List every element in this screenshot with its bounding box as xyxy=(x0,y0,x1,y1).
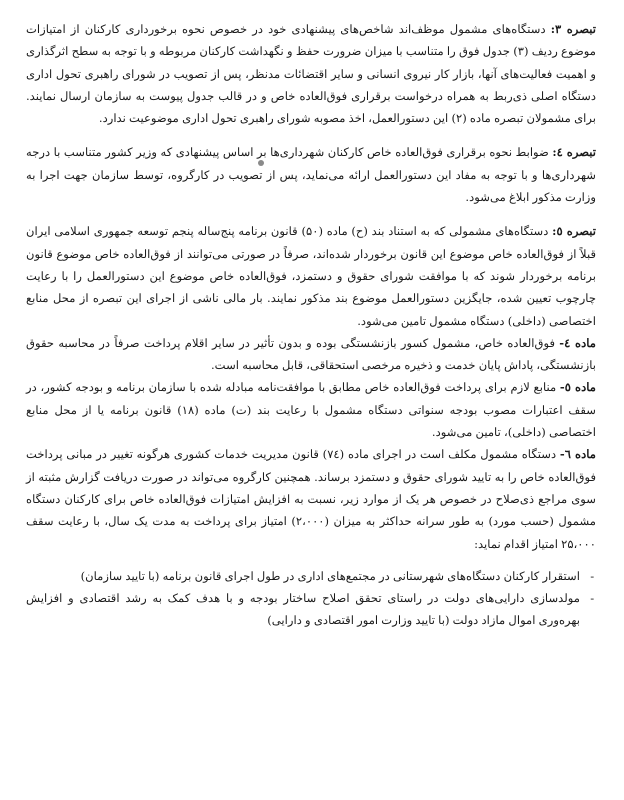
article-5-label: ماده ٥- xyxy=(559,380,596,395)
paragraph-gap xyxy=(26,208,596,220)
note-3-text: دستگاه‌های مشمول موظف‌اند شاخص‌های پیشنهادی خود در خصوص نحوه برخورداری کارکنان از امتیازات موضوع ردیف (۳) جدول فوق را متناسب با میزان ضرورت حفظ و نگهداشت کارکنان مربوطه و با توجه به سطح اثرگذاری و اهمیت فعالیت‌های آنها، بازار کار نیروی انسانی و سایر اقتضائات مدنظر، پس از تصویب در شورای راهبری تحول اداری دستگاه اصلی ذی‌ربط به همراه درخواست برقراری فوق‌العاده خاص و در قالب جدول پیوست به سازمان ارسال نمایند. برای مشمولان تبصره ماده (۲) این دستورالعمل، اخذ مصوبه شورای راهبری تحول اداری موضوعیت ندارد. xyxy=(26,22,596,126)
list-item xyxy=(26,587,596,632)
bullet-list xyxy=(26,565,596,632)
decorative-dot xyxy=(258,160,264,166)
note-4-label: تبصره ٤: xyxy=(552,145,596,160)
article-6-label: ماده ٦- xyxy=(559,447,597,462)
article-6-paragraph xyxy=(26,443,596,554)
note-4-paragraph xyxy=(26,141,596,208)
note-5-label: تبصره ٥: xyxy=(552,224,596,239)
note-4-text: ضوابط نحوه برقراری فوق‌العاده خاص کارکنان شهرداری‌ها بر اساس پیشنهادی که وزیر کشور متناسب با درجه شهرداری‌ها و با توجه به مفاد این دستورالعمل ارائه می‌نماید، پس از تصویب در کارگروه، توسط سازمان جهت اجرا به وزارت مذکور ابلاغ می‌شود. xyxy=(26,145,596,205)
article-5-paragraph xyxy=(26,376,596,443)
note-3-paragraph xyxy=(26,18,596,129)
article-5-text: منابع لازم برای پرداخت فوق‌العاده خاص مطابق با موافقت‌نامه مبادله شده با سازمان برنامه و بودجه کشور، در سقف اعتبارات مصوب بودجه سنواتی دستگاه مشمول با رعایت بند (ت) ماده (۱۸) قانون برنامه یا از محل منابع اختصاصی (داخلی)، تامین می‌شود. xyxy=(26,380,596,440)
list-item-text: مولدسازی دارایی‌های دولت در راستای تحقق اصلاح ساختار بودجه و با هدف کمک به رشد اقتصادی و افزایش بهره‌وری اموال مازاد دولت (با تایید وزارت امور اقتصادی و دارایی) xyxy=(26,591,580,628)
bullet-dash: - xyxy=(590,568,594,583)
article-4-paragraph xyxy=(26,332,596,377)
note-5-text: دستگاه‌های مشمولی که به استناد بند (ح) ماده (۵۰) قانون برنامه پنج‌ساله پنجم توسعه جمهوری اسلامی ایران قبلاً از فوق‌العاده خاص موضوع این قانون برخوردار شده‌اند، صرفاً در صورتی می‌توانند از فوق‌العاده خاص موضوع قانون برنامه برخوردار شوند که با موافقت شورای حقوق و دستمزد، فوق‌العاده خاص موضوع این دستورالعمل را با رعایت چارچوب تعیین شده، جایگزین دستورالعمل موضوع بند مذکور نمایند. بار مالی ناشی از اجرای این تبصره از محل منابع اختصاصی (داخلی) دستگاه مشمول تامین می‌شود. xyxy=(26,224,596,328)
article-4-text: فوق‌العاده خاص، مشمول کسور بازنشستگی بوده و بدون تأثیر در سایر اقلام پرداخت صرفاً در محاسبه حقوق بازنشستگی، پاداش پایان خدمت و ذخیره مرخصی استحقاقی، قابل محاسبه است. xyxy=(26,335,596,373)
paragraph-gap xyxy=(26,129,596,141)
note-5-paragraph xyxy=(26,220,596,331)
list-item-text: استقرار کارکنان دستگاه‌های شهرستانی در مجتمع‌های اداری در طول اجرای قانون برنامه (با تایید سازمان) xyxy=(80,568,580,583)
article-4-label: ماده ٤- xyxy=(559,335,596,350)
article-6-text: دستگاه مشمول مکلف است در اجرای ماده (۷٤) قانون مدیریت خدمات کشوری هرگونه تغییر در مبانی پرداخت فوق‌العاده خاص را به تایید شورای حقوق و دستمزد برساند. همچنین کارگروه می‌تواند در صورت دریافت گزارش مثبته از سوی مراجع ذی‌صلاح در خصوص هر یک از موارد زیر، نسبت به افزایش امتیازات فوق‌العاده خاص برای کارکنان دستگاه مشمول (حسب مورد) به طور سرانه حداکثر به میزان (۲،۰۰۰) امتیاز برای پرداخت به مدت یک سال، با رعایت سقف ۲۵،۰۰۰ امتیاز اقدام نماید: xyxy=(26,447,596,551)
note-3-label: تبصره ۳: xyxy=(550,22,596,36)
bullet-dash: - xyxy=(590,591,594,606)
list-item xyxy=(26,565,596,587)
